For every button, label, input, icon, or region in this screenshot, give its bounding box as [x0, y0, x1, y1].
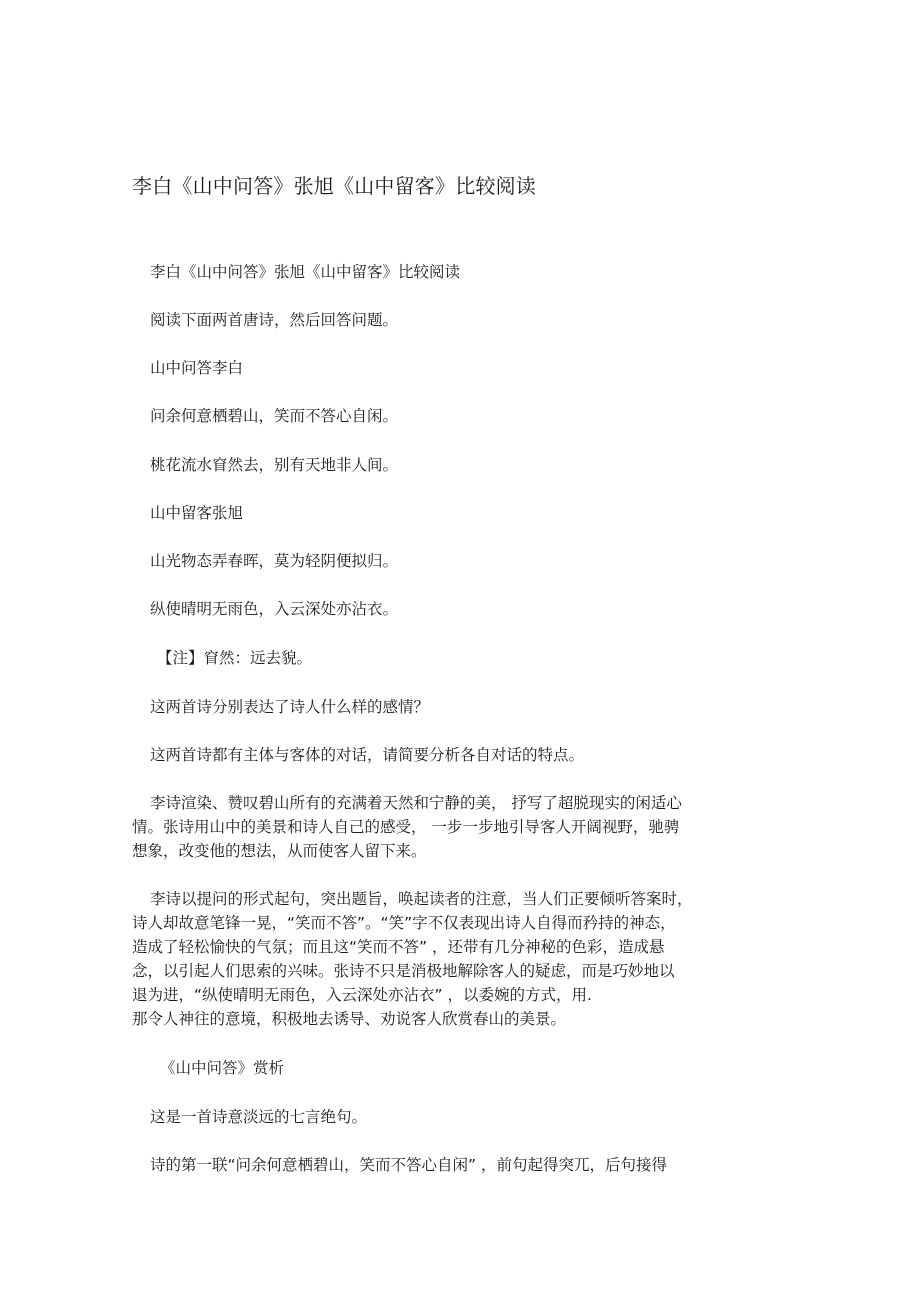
poem1-heading: 山中问答李白	[150, 359, 244, 377]
question-2: 这两首诗都有主体与客体的对话，请简要分析各自对话的特点。	[150, 746, 585, 764]
appreciation-heading: 《山中问答》赏析	[160, 1059, 285, 1077]
answer-2-line: 念，以引起人们思索的兴味。张诗不只是消极地解除客人的疑虑，而是巧妙地以	[132, 962, 675, 980]
poem2-line1: 山光物态弄春晖，莫为轻阴便拟归。	[150, 552, 399, 570]
answer-1-line: 情。张诗用山中的美景和诗人自己的感受， 一步一步地引导客人开阔视野，驰骋	[132, 818, 680, 836]
answer-2-line: 退为进，“纵使晴明无雨色，入云深处亦沾衣” ，以委婉的方式，用.	[132, 986, 592, 1004]
poem1-line2: 桃花流水窅然去，别有天地非人间。	[150, 456, 399, 474]
answer-2-line: 那令人神往的意境，积极地去诱导、劝说客人欣赏春山的美景。	[132, 1010, 567, 1028]
tail-line-1: 这是一首诗意淡远的七言绝句。	[150, 1108, 368, 1126]
tail-line-2: 诗的第一联“问余何意栖碧山，笑而不答心自闲” ，前句起得突兀，后句接得	[150, 1156, 667, 1174]
note-line: 【注】窅然：远去貌。	[157, 649, 313, 667]
answer-1-line: 想象，改变他的想法，从而使客人留下来。	[132, 842, 427, 860]
instruction-line: 阅读下面两首唐诗，然后回答问题。	[150, 311, 399, 329]
poem1-line1: 问余何意栖碧山，笑而不答心自闲。	[150, 407, 399, 425]
answer-1-paragraph	[132, 791, 742, 863]
answer-1-line: 李诗渲染、赞叹碧山所有的充满着天然和宁静的美， 抒写了超脱现实的闲适心	[150, 794, 682, 812]
question-1: 这两首诗分别表达了诗人什么样的感情？	[150, 698, 430, 716]
answer-2-line: 李诗以提问的形式起句，突出题旨，唤起读者的注意，当人们正要倾听答案时，	[150, 890, 693, 908]
answer-2-line: 造成了轻松愉快的气氛；而且这“笑而不答” ，还带有几分神秘的色彩，造成悬	[132, 938, 665, 956]
poem2-heading: 山中留客张旭	[150, 504, 244, 522]
document-title: 李白《山中问答》张旭《山中留客》比较阅读	[132, 174, 536, 198]
answer-2-line: 诗人却故意笔锋一晃，“笑而不答”。“笑”字不仅表现出诗人自得而矜持的神态，	[132, 914, 676, 932]
subtitle-line: 李白《山中问答》张旭《山中留客》比较阅读	[150, 263, 461, 281]
poem2-line2: 纵使晴明无雨色，入云深处亦沾衣。	[150, 600, 399, 618]
answer-2-paragraph	[132, 887, 742, 1031]
